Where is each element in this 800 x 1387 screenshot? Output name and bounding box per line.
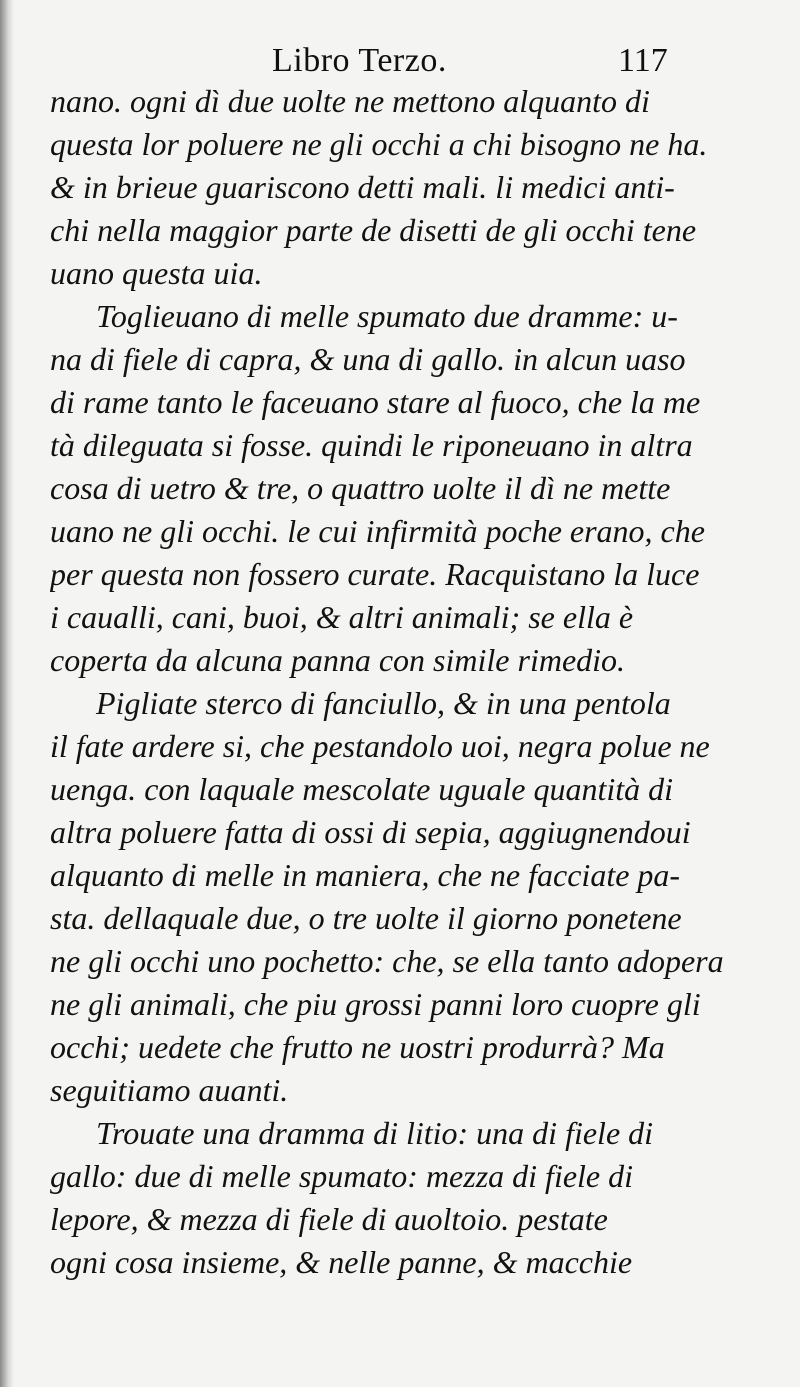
running-head: Libro Terzo. (272, 42, 447, 79)
text-line: gallo: due di melle spumato: mezza di fiele di (50, 1158, 634, 1194)
text-line: occhi; uedete che frutto ne uostri produrrà? Ma (50, 1029, 665, 1065)
text-line: altra poluere fatta di ossi di sepia, aggiugnendoui (50, 814, 691, 850)
text-line: uano questa uia. (50, 255, 263, 291)
text-line: na di fiele di capra, & una di gallo. in alcun uaso (50, 341, 686, 377)
text-line: uenga. con laquale mescolate uguale quantità di (50, 771, 673, 807)
text-line: coperta da alcuna panna con simile rimedio. (50, 642, 626, 678)
text-line: alquanto di melle in maniera, che ne facciate pa- (50, 857, 681, 893)
text-line: sta. dellaquale due, o tre uolte il giorno ponetene (50, 900, 682, 936)
page-number: 117 (618, 42, 668, 79)
text-line: cosa di uetro & tre, o quattro uolte il dì ne mette (50, 470, 671, 506)
text-line: tà dileguata si fosse. quindi le riponeuano in altra (50, 427, 693, 463)
text-line: seguitiamo auanti. (50, 1072, 289, 1108)
text-line: il fate ardere si, che pestandolo uoi, negra polue ne (50, 728, 710, 764)
text-line: nano. ogni dì due uolte ne mettono alquanto di (50, 83, 650, 119)
text-line: ne gli animali, che piu grossi panni loro cuopre gli (50, 986, 701, 1022)
text-line: Toglieuano di melle spumato due dramme: u- (96, 298, 678, 334)
text-line: di rame tanto le faceuano stare al fuoco, che la me (50, 384, 701, 420)
spine-shadow (0, 0, 14, 1387)
text-line: questa lor poluere ne gli occhi a chi bisogno ne ha. (50, 126, 708, 162)
text-line: i caualli, cani, buoi, & altri animali; se ella è (50, 599, 634, 635)
text-line: ogni cosa insieme, & nelle panne, & macchie (50, 1244, 633, 1280)
text-line: ne gli occhi uno pochetto: che, se ella tanto adopera (50, 943, 724, 979)
text-line: uano ne gli occhi. le cui infirmità poche erano, che (50, 513, 705, 549)
text-line: Pigliate sterco di fanciullo, & in una pentola (96, 685, 671, 721)
text-line: lepore, & mezza di fiele di auoltoio. pestate (50, 1201, 608, 1237)
text-line: & in brieue guariscono detti mali. li medici anti- (50, 169, 675, 205)
text-line: Trouate una dramma di litio: una di fiele di (96, 1115, 654, 1151)
text-line: chi nella maggior parte de disetti de gli occhi tene (50, 212, 697, 248)
body-text (50, 80, 740, 1284)
text-line: per questa non fossero curate. Racquistano la luce (50, 556, 700, 592)
